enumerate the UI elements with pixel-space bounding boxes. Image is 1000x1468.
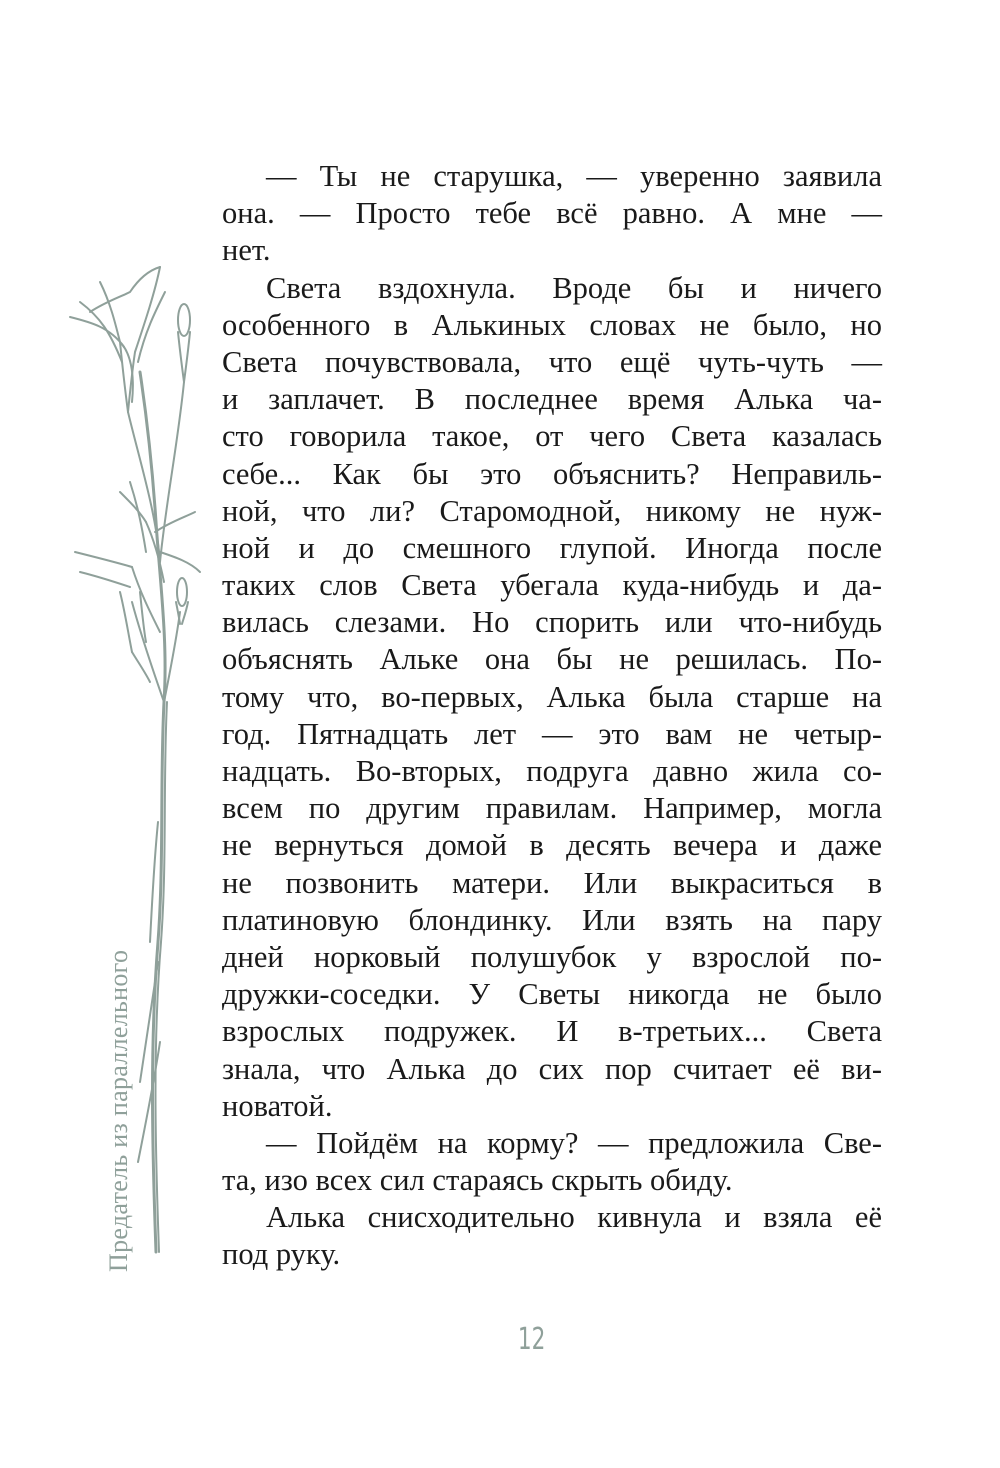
text-line: и заплачет. В последнее время Алька ча- <box>222 382 882 417</box>
text-line: особенного в Алькиных словах не было, но <box>222 307 882 342</box>
text-line: новатой. <box>222 1088 333 1123</box>
text-line: не позвонить матери. Или выкраситься в <box>222 865 882 900</box>
text-line: себе... Как бы это объяснить? Неправиль- <box>222 456 882 491</box>
text-line: всем по другим правилам. Например, могла <box>222 791 882 826</box>
bellflower-icon <box>60 262 210 1262</box>
page-number: 12 <box>517 1322 546 1357</box>
text-line: — Пойдём на корму? — предложила Све- <box>266 1125 882 1160</box>
text-line: надцать. Во-вторых, подруга давно жила со- <box>222 754 882 788</box>
text-line: Света почувствовала, что ещё чуть-чуть — <box>222 344 882 379</box>
text-line: Света вздохнула. Вроде бы и ничего <box>266 270 882 305</box>
text-line: таких слов Света убегала куда-нибудь и да- <box>222 568 882 603</box>
body-text <box>222 158 882 1274</box>
text-line: тому что, во-первых, Алька была старше на <box>222 679 882 714</box>
text-line: она. — Просто тебе всё равно. А мне — <box>222 196 882 231</box>
text-line: сто говорила такое, от чего Света казалась <box>222 419 882 454</box>
text-line: дружки-соседки. У Светы никогда не было <box>222 977 882 1012</box>
text-line: не вернуться домой в десять вечера и даже <box>222 828 882 863</box>
text-line: та, изо всех сил стараясь скрыть обиду. <box>222 1163 733 1198</box>
text-line: платиновую блондинку. Или взять на пару <box>222 902 882 937</box>
text-line: год. Пятнадцать лет — это вам не четыр- <box>222 716 882 751</box>
text-line: ной, что ли? Старомодной, никому не нуж- <box>222 493 882 528</box>
text-line: объяснять Альке она бы не решилась. По- <box>222 642 882 677</box>
text-line: знала, что Алька до сих пор считает её ви- <box>222 1051 882 1086</box>
running-title: Предатель из параллельного <box>104 949 133 1272</box>
text-line: Алька снисходительно кивнула и взяла её <box>266 1200 882 1235</box>
text-line: под руку. <box>222 1237 341 1272</box>
text-line: нет. <box>222 233 271 268</box>
text-line: дней норковый полушубок у взрослой по- <box>222 939 882 974</box>
text-line: взрослых подружек. И в-третьих... Света <box>222 1014 882 1049</box>
text-line: вилась слезами. Но спорить или что-нибудь <box>222 605 882 640</box>
text-line: — Ты не старушка, — уверенно заявила <box>266 159 882 193</box>
text-line: ной и до смешного глупой. Иногда после <box>222 530 882 565</box>
